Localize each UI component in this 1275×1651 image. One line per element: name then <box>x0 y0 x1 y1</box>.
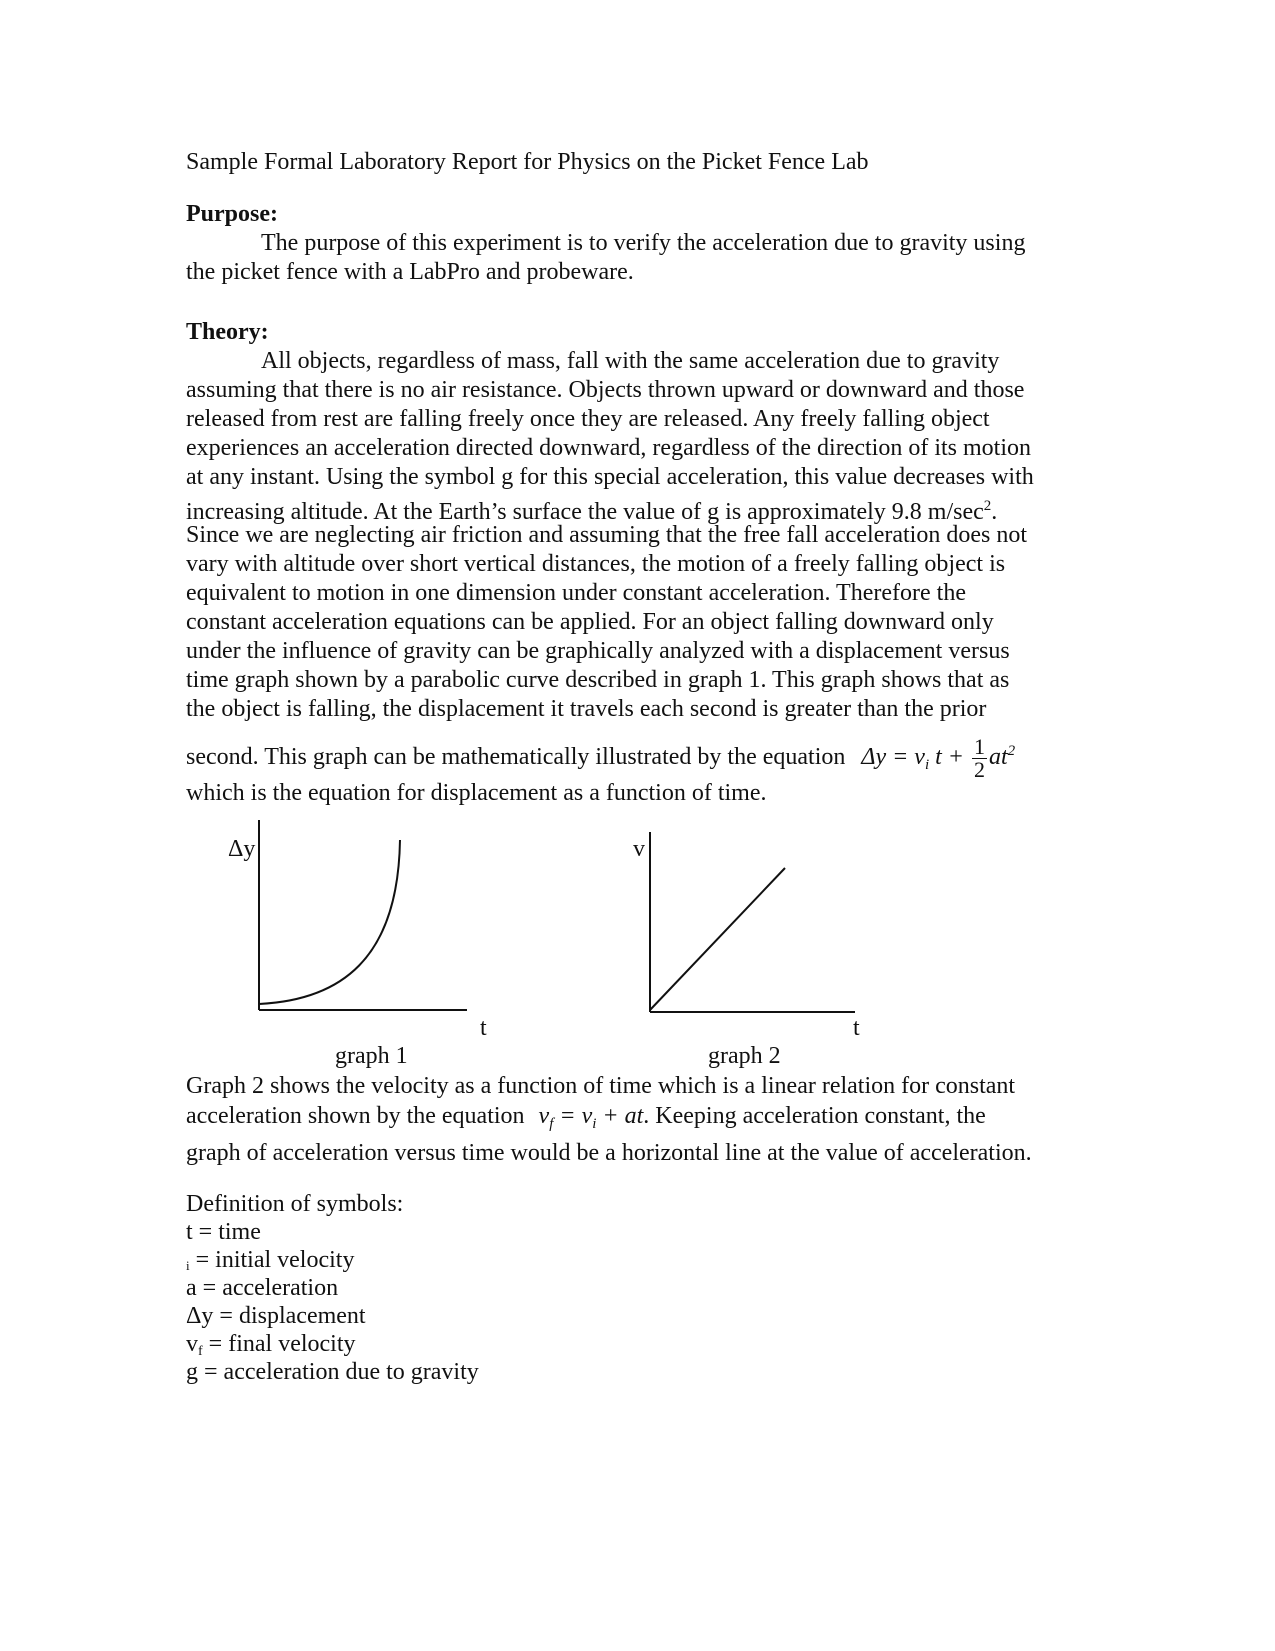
theory-line-11: under the influence of gravity can be graphically analyzed with a displacement versus <box>186 638 1010 664</box>
eq2-v: v <box>538 1103 550 1129</box>
document-title: Sample Formal Laboratory Report for Physics on the Picket Fence Lab <box>186 149 869 175</box>
theory-line-10: constant acceleration equations can be applied. For an object falling downward only <box>186 609 994 635</box>
eq2-eqv: = v <box>553 1103 593 1129</box>
eq1-denominator: 2 <box>974 756 985 782</box>
graph2-caption: graph 2 <box>708 1043 781 1069</box>
symbol-vi-sub: i <box>186 1258 190 1273</box>
symbols-heading: Definition of symbols: <box>186 1191 404 1217</box>
theory-line-1: All objects, regardless of mass, fall with the same acceleration due to gravity <box>261 348 1000 374</box>
displacement-equation <box>861 733 1016 782</box>
theory-line-6 <box>186 492 1086 525</box>
eq1-numerator: 1 <box>974 733 985 759</box>
graph-text-line-2-pre: acceleration shown by the equation <box>186 1103 525 1129</box>
graph1-caption: graph 1 <box>335 1043 408 1069</box>
purpose-line-2: the picket fence with a LabPro and probeware. <box>186 259 634 285</box>
symbol-delta-y: Δy = displacement <box>186 1303 366 1329</box>
graph1-parabolic-curve <box>259 840 400 1004</box>
symbol-a: a = acceleration <box>186 1275 339 1301</box>
graph1-y-label: Δy <box>228 836 256 862</box>
graphs-figure <box>0 820 1275 1060</box>
eq1-mid: t + <box>935 744 964 770</box>
theory-line-5: at any instant. Using the symbol g for this special acceleration, this value decreases with <box>186 464 1034 490</box>
graph-text-line-3: graph of acceleration versus time would be a horizontal line at the value of acceleration. <box>186 1140 1032 1166</box>
symbol-vf-v: v <box>186 1331 198 1357</box>
theory-line-2: assuming that there is no air resistance. Objects thrown upward or downward and those <box>186 377 1025 403</box>
symbol-g: g = acceleration due to gravity <box>186 1359 479 1385</box>
theory-line-4: experiences an acceleration directed downward, regardless of the direction of its motion <box>186 435 1031 461</box>
eq1-fraction <box>972 733 987 782</box>
graph2-y-label: v <box>633 836 645 862</box>
eq2-rest: + at <box>596 1103 644 1129</box>
purpose-heading: Purpose: <box>186 201 278 227</box>
theory-section <box>186 318 1086 724</box>
eq1-rhs: at <box>989 744 1008 770</box>
theory-line-7: Since we are neglecting air friction and assuming that the free fall acceleration does not <box>186 522 1027 548</box>
graph2-x-label: t <box>853 1015 860 1041</box>
theory-line-9: equivalent to motion in one dimension under constant acceleration. Therefore the <box>186 580 966 606</box>
sec-period: . <box>991 499 998 525</box>
eq2-sub-i: i <box>592 1116 597 1132</box>
theory-line-12: time graph shown by a parabolic curve described in graph 1. This graph shows that as <box>186 667 1010 693</box>
symbol-vi-text: = initial velocity <box>195 1247 355 1273</box>
theory-line-13: the object is falling, the displacement it travels each second is greater than the prior <box>186 696 987 722</box>
after-equation-text: which is the equation for displacement as a function of time. <box>186 780 767 806</box>
theory-line-6-text: increasing altitude. At the Earth’s surface the value of g is approximately 9.8 m/sec <box>186 499 984 525</box>
eq1-sub-i: i <box>924 757 930 773</box>
purpose-line-1: The purpose of this experiment is to verify the acceleration due to gravity using <box>261 230 1026 256</box>
velocity-equation <box>538 1103 644 1132</box>
graph1-x-label: t <box>480 1015 487 1041</box>
graph2-linear-line <box>650 868 785 1010</box>
eq1-sup-2: 2 <box>1007 743 1016 759</box>
symbol-t: t = time <box>186 1219 261 1245</box>
eq1-lhs: Δy = v <box>861 744 925 770</box>
sec-squared-superscript: 2 <box>983 498 992 514</box>
graph-text-line-2-post: . Keeping acceleration constant, the <box>643 1103 986 1129</box>
equation-lead-text: second. This graph can be mathematically illustrated by the equation <box>186 744 846 770</box>
equation-line <box>186 726 1016 782</box>
graph-text-line-2 <box>186 1102 986 1139</box>
symbol-vf-sub: f <box>198 1344 203 1359</box>
eq2-sub-f: f <box>549 1116 554 1132</box>
purpose-section <box>186 200 1086 287</box>
theory-heading: Theory: <box>186 319 269 345</box>
theory-line-3: released from rest are falling freely once they are released. Any freely falling object <box>186 406 990 432</box>
theory-line-8: vary with altitude over short vertical distances, the motion of a freely falling object is <box>186 551 1006 577</box>
symbol-vf-text: = final velocity <box>208 1331 356 1357</box>
graph-text-line-1: Graph 2 shows the velocity as a function of time which is a linear relation for constant <box>186 1073 1016 1099</box>
